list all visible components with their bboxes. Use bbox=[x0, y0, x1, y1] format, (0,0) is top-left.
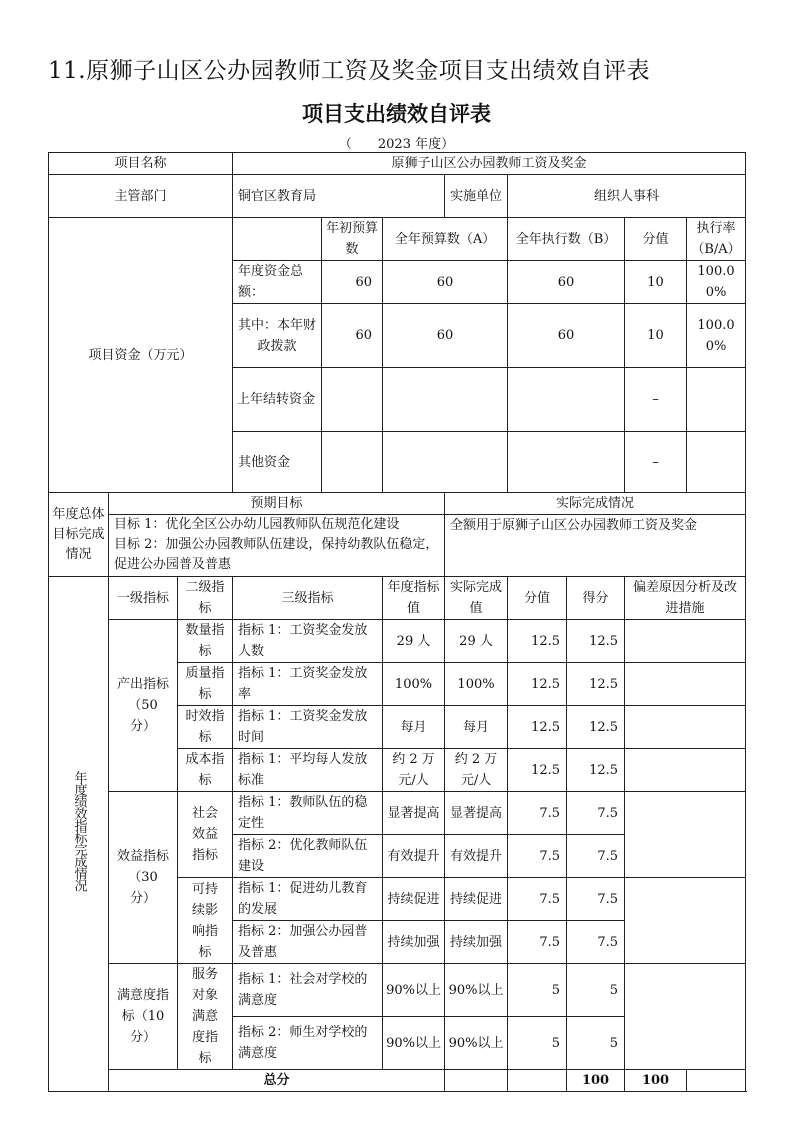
document-title: 项目支出绩效自评表 bbox=[302, 102, 491, 126]
sustainable-indicator-label: 可持续影响指标 bbox=[178, 878, 233, 964]
indicator-name: 指标 2：师生对学校的满意度 bbox=[233, 1017, 383, 1070]
indicator-target: 每月 bbox=[383, 706, 445, 749]
indicator-name: 指标 1：工资奖金发放人数 bbox=[233, 620, 383, 663]
funds-label: 项目资金（万元） bbox=[49, 218, 233, 493]
indicator-score: 12.5 bbox=[567, 749, 625, 792]
indicator-name: 指标 2：优化教师队伍建设 bbox=[233, 835, 383, 878]
indicator-name: 指标 1：工资奖金发放率 bbox=[233, 663, 383, 706]
indicators-label: 年度绩效指标完成情况 bbox=[49, 577, 109, 1092]
ind-header-deviation: 偏差原因分析及改进措施 bbox=[625, 577, 746, 620]
indicator-score: 12.5 bbox=[567, 663, 625, 706]
funds-exec-value: 60 bbox=[508, 261, 625, 304]
funds-header-annual: 全年预算数（A） bbox=[383, 218, 508, 261]
quality-indicator-label: 质量指标 bbox=[178, 663, 233, 706]
funds-header-blank bbox=[233, 218, 322, 261]
funds-header-init: 年初预算数 bbox=[322, 218, 383, 261]
funds-score-max-value: 10 bbox=[625, 304, 687, 368]
funds-score-max-value: – bbox=[625, 368, 687, 432]
indicator-name: 指标 1：促进幼儿教育的发展 bbox=[233, 878, 383, 921]
indicator-target: 持续加强 bbox=[383, 921, 445, 964]
quantity-indicator-label: 数量指标 bbox=[178, 620, 233, 663]
indicator-name: 指标 1：社会对学校的满意度 bbox=[233, 964, 383, 1017]
dept-label: 主管部门 bbox=[49, 175, 233, 218]
funds-rate-value: 100.00% bbox=[687, 261, 746, 304]
indicator-actual: 100% bbox=[445, 663, 508, 706]
funds-rate-value bbox=[687, 432, 746, 493]
ind-header-score: 得分 bbox=[567, 577, 625, 620]
funds-header-rate: 执行率（B/A） bbox=[687, 218, 746, 261]
ind-header-level2: 二级指标 bbox=[178, 577, 233, 620]
indicator-score: 7.5 bbox=[567, 835, 625, 878]
project-name-label: 项目名称 bbox=[49, 153, 233, 175]
total-blank bbox=[445, 1070, 508, 1092]
funds-row-label: 其中：本年财政拨款 bbox=[233, 304, 322, 368]
indicator-max: 7.5 bbox=[508, 878, 567, 921]
total-max: 100 bbox=[567, 1070, 625, 1092]
indicator-target: 约 2 万元/人 bbox=[383, 749, 445, 792]
indicator-target: 显著提高 bbox=[383, 792, 445, 835]
funds-annual-value: 60 bbox=[383, 261, 508, 304]
indicator-actual: 90%以上 bbox=[445, 964, 508, 1017]
indicator-name: 指标 1：平均每人发放标准 bbox=[233, 749, 383, 792]
indicator-deviation bbox=[625, 706, 746, 749]
indicator-score: 7.5 bbox=[567, 792, 625, 835]
funds-annual-value bbox=[383, 368, 508, 432]
indicator-score: 5 bbox=[567, 964, 625, 1017]
indicator-max: 12.5 bbox=[508, 749, 567, 792]
service-satisfaction-label: 服务对象满意度指标 bbox=[178, 964, 233, 1070]
indicator-score: 12.5 bbox=[567, 620, 625, 663]
funds-score-max-value: – bbox=[625, 432, 687, 493]
indicator-actual: 约 2 万元/人 bbox=[445, 749, 508, 792]
indicator-actual: 显著提高 bbox=[445, 792, 508, 835]
indicator-max: 5 bbox=[508, 964, 567, 1017]
indicator-deviation bbox=[625, 792, 746, 878]
indicator-score: 7.5 bbox=[567, 878, 625, 921]
indicator-target: 100% bbox=[383, 663, 445, 706]
funds-row-label: 上年结转资金 bbox=[233, 368, 322, 432]
timeliness-indicator-label: 时效指标 bbox=[178, 706, 233, 749]
satisfaction-indicator-label: 满意度指标（10 分） bbox=[109, 964, 178, 1070]
indicator-deviation bbox=[625, 964, 746, 1070]
total-score: 100 bbox=[625, 1070, 687, 1092]
funds-row-label: 其他资金 bbox=[233, 432, 322, 493]
indicator-score: 7.5 bbox=[567, 921, 625, 964]
goals-label: 年度总体目标完成情况 bbox=[49, 493, 109, 577]
funds-row-label: 年度资金总额： bbox=[233, 261, 322, 304]
funds-exec-value bbox=[508, 432, 625, 493]
ind-header-actual: 实际完成值 bbox=[445, 577, 508, 620]
funds-annual-value: 60 bbox=[383, 304, 508, 368]
indicator-name: 指标 2：加强公办园普及普惠 bbox=[233, 921, 383, 964]
ind-header-level3: 三级指标 bbox=[233, 577, 383, 620]
indicator-actual: 持续加强 bbox=[445, 921, 508, 964]
self-evaluation-table bbox=[48, 152, 746, 1092]
funds-header-exec: 全年执行数（B） bbox=[508, 218, 625, 261]
indicator-target: 29 人 bbox=[383, 620, 445, 663]
impl-unit-label: 实施单位 bbox=[445, 175, 508, 218]
goals-actual-header: 实际完成情况 bbox=[445, 493, 746, 515]
total-blank bbox=[508, 1070, 567, 1092]
indicator-actual: 29 人 bbox=[445, 620, 508, 663]
benefit-indicator-label: 效益指标（30 分） bbox=[109, 792, 178, 964]
goals-expected-text: 目标 1：优化全区公办幼儿园教师队伍规范化建设 目标 2：加强公办园教师队伍建设，保持幼教队伍稳定，促进公办园普及普惠 bbox=[109, 515, 445, 577]
indicator-deviation bbox=[625, 878, 746, 964]
indicator-score: 5 bbox=[567, 1017, 625, 1070]
funds-header-score-max: 分值 bbox=[625, 218, 687, 261]
indicator-max: 7.5 bbox=[508, 921, 567, 964]
indicator-target: 持续促进 bbox=[383, 878, 445, 921]
indicator-name: 指标 1：工资奖金发放时间 bbox=[233, 706, 383, 749]
output-indicator-label: 产出指标（50 分） bbox=[109, 620, 178, 792]
indicator-target: 90%以上 bbox=[383, 964, 445, 1017]
total-deviation bbox=[687, 1070, 746, 1092]
indicator-name: 指标 1：教师队伍的稳定性 bbox=[233, 792, 383, 835]
funds-rate-value: 100.00% bbox=[687, 304, 746, 368]
impl-unit-value: 组织人事科 bbox=[508, 175, 746, 218]
ind-header-target: 年度指标值 bbox=[383, 577, 445, 620]
ind-header-max: 分值 bbox=[508, 577, 567, 620]
funds-init-value: 60 bbox=[322, 261, 383, 304]
indicator-target: 有效提升 bbox=[383, 835, 445, 878]
indicator-max: 5 bbox=[508, 1017, 567, 1070]
ind-header-level1: 一级指标 bbox=[109, 577, 178, 620]
funds-score-max-value: 10 bbox=[625, 261, 687, 304]
funds-exec-value bbox=[508, 368, 625, 432]
indicator-deviation bbox=[625, 749, 746, 792]
section-heading: 11.原狮子山区公办园教师工资及奖金项目支出绩效自评表 bbox=[48, 58, 651, 84]
indicator-max: 7.5 bbox=[508, 792, 567, 835]
indicator-actual: 90%以上 bbox=[445, 1017, 508, 1070]
funds-annual-value bbox=[383, 432, 508, 493]
indicator-deviation bbox=[625, 620, 746, 663]
year-label: （ 2023 年度） bbox=[338, 137, 455, 152]
indicator-max: 12.5 bbox=[508, 663, 567, 706]
indicator-actual: 有效提升 bbox=[445, 835, 508, 878]
indicator-deviation bbox=[625, 663, 746, 706]
indicator-max: 12.5 bbox=[508, 706, 567, 749]
funds-init-value bbox=[322, 432, 383, 493]
funds-rate-value bbox=[687, 368, 746, 432]
funds-init-value bbox=[322, 368, 383, 432]
goals-actual-text: 全额用于原狮子山区公办园教师工资及奖金 bbox=[445, 515, 746, 577]
indicator-max: 12.5 bbox=[508, 620, 567, 663]
indicator-target: 90%以上 bbox=[383, 1017, 445, 1070]
indicator-max: 7.5 bbox=[508, 835, 567, 878]
funds-init-value: 60 bbox=[322, 304, 383, 368]
goals-expected-header: 预期目标 bbox=[109, 493, 445, 515]
indicator-actual: 每月 bbox=[445, 706, 508, 749]
indicator-actual: 持续促进 bbox=[445, 878, 508, 921]
project-name-value: 原狮子山区公办园教师工资及奖金 bbox=[233, 153, 746, 175]
dept-value: 铜官区教育局 bbox=[233, 175, 445, 218]
indicator-score: 12.5 bbox=[567, 706, 625, 749]
total-label: 总分 bbox=[109, 1070, 445, 1092]
social-indicator-label: 社会效益指标 bbox=[178, 792, 233, 878]
cost-indicator-label: 成本指标 bbox=[178, 749, 233, 792]
funds-exec-value: 60 bbox=[508, 304, 625, 368]
